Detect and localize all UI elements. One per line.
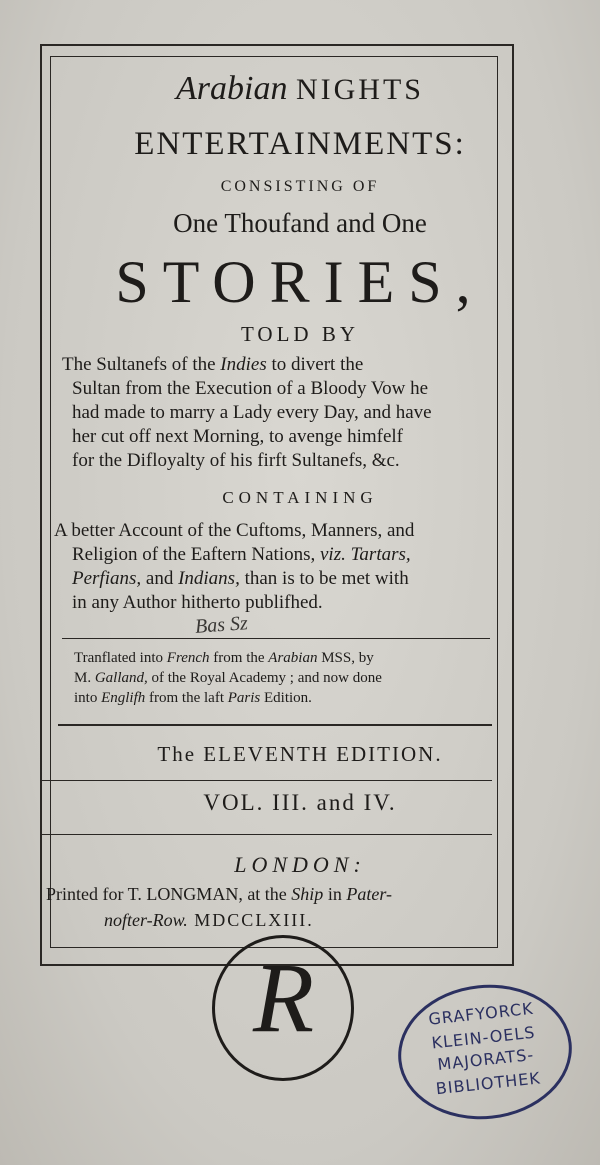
translation-line-3: into Englifh from the laft Paris Edition.	[74, 690, 312, 706]
edition: The ELEVENTH EDITION.	[157, 742, 443, 766]
translation-line-2: M. Galland, of the Royal Academy ; and now done	[74, 670, 382, 686]
translation-line-1: Tranflated into French from the Arabian MSS, by	[74, 650, 374, 666]
title-line-5: STORIES,	[115, 249, 485, 315]
rule-4	[40, 834, 492, 835]
title-line-2: ENTERTAINMENTS:	[134, 126, 466, 162]
rule-1	[62, 638, 490, 639]
imprint-line-2: nofter-Row. MDCCLXIII.	[104, 910, 314, 930]
description-line-4: her cut off next Morning, to avenge himfelf	[72, 426, 403, 447]
rule-3	[40, 780, 492, 781]
title-line-3: CONSISTING OF	[220, 178, 380, 195]
library-stamp: GRAFYORCK KLEIN-OELS MAJORATS- BIBLIOTHEK	[391, 976, 578, 1127]
containing-line-1: A better Account of the Cuftoms, Manners, and	[54, 520, 415, 541]
description-line-3: had made to marry a Lady every Day, and have	[72, 402, 432, 423]
title-line-4: One Thoufand and One	[173, 208, 427, 238]
rule-2	[58, 724, 492, 726]
handwritten-signature: Bas Sz	[194, 612, 249, 638]
title-line-1: Arabian NIGHTS	[176, 70, 424, 107]
containing-line-2: Religion of the Eaftern Nations, viz. Tartars,	[72, 544, 411, 565]
imprint-line-1: Printed for T. LONGMAN, at the Ship in Pater-	[46, 884, 392, 904]
title-line-6: TOLD BY	[240, 322, 360, 346]
monogram-seal: R	[212, 935, 354, 1081]
description-line-2: Sultan from the Execution of a Bloody Vow he	[72, 378, 429, 399]
description-line-5: for the Difloyalty of his firft Sultanefs, &c.	[72, 450, 400, 471]
containing-line-4: in any Author hitherto publifhed.	[72, 592, 323, 613]
imprint-city: LONDON:	[234, 852, 366, 877]
description-line-1: The Sultanefs of the Indies to divert the	[62, 354, 364, 375]
volume: VOL. III. and IV.	[203, 790, 397, 815]
containing-heading: CONTAINING	[222, 488, 378, 507]
containing-line-3: Perfians, and Indians, than is to be met with	[72, 568, 409, 589]
